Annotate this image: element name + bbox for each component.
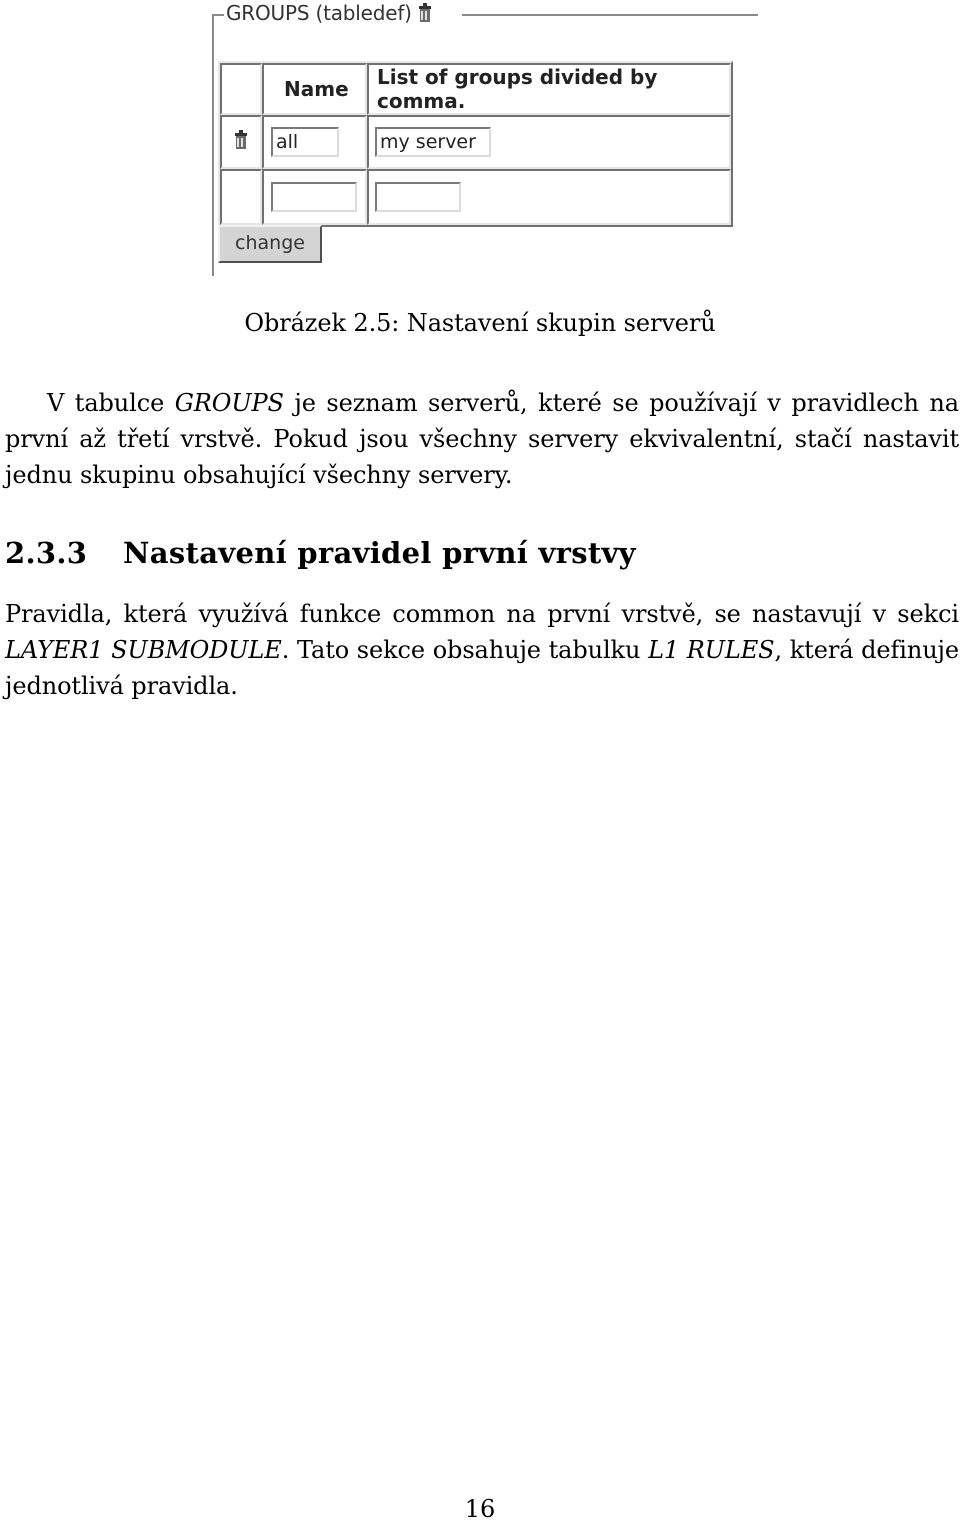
fieldset-border (212, 14, 224, 16)
text: V tabulce (47, 389, 175, 417)
rules-term: L1 RULES (648, 636, 775, 664)
header-groups-list: List of groups divided by comma. (367, 63, 731, 115)
empty-cell (220, 169, 262, 225)
page-number: 16 (464, 1495, 496, 1523)
groups-cell (367, 115, 731, 169)
submodule-term: LAYER1 SUBMODULE (5, 636, 282, 664)
name-cell (262, 115, 367, 169)
change-button[interactable]: change (218, 225, 322, 263)
paragraph-layer1 (5, 596, 959, 704)
delete-row-icon[interactable] (234, 130, 248, 150)
section-title: Nastavení pravidel první vrstvy (123, 536, 636, 570)
paragraph-groups (5, 385, 959, 493)
fieldset-border (462, 14, 758, 16)
name-input[interactable]: all (271, 127, 339, 157)
groups-form-screenshot (212, 0, 760, 278)
trash-icon[interactable] (418, 3, 432, 23)
table-row (220, 115, 731, 169)
header-name: Name (262, 63, 367, 115)
section-number: 2.3.3 (5, 536, 88, 570)
header-cell-empty (220, 63, 262, 115)
table-row (220, 169, 731, 225)
section-heading (5, 536, 636, 570)
groups-table (218, 61, 733, 227)
table-header-row (220, 63, 731, 115)
text: Pravidla, která využívá funkce common na první vrstvě, se nastavují v sekci (5, 600, 959, 628)
legend-label: GROUPS (tabledef) (226, 1, 412, 25)
figure-caption: Obrázek 2.5: Nastavení skupin serverů (244, 309, 716, 337)
delete-cell (220, 115, 262, 169)
text: je seznam serverů, které se používají v pravidlech na první až třetí vrstvě. Pokud jsou všechny servery ekvivalentní, stačí nastavit jednu skupinu obsahující všechny servery. (5, 389, 959, 489)
fieldset-border (212, 14, 214, 276)
fieldset-legend (226, 1, 432, 25)
text: . Tato sekce obsahuje tabulku (281, 636, 649, 664)
new-groups-input[interactable] (375, 182, 461, 212)
groups-input[interactable]: my server (375, 127, 491, 157)
name-cell (262, 169, 367, 225)
new-name-input[interactable] (271, 182, 357, 212)
groups-term: GROUPS (174, 389, 284, 417)
text: , která definuje jednotlivá pravidla. (5, 636, 959, 700)
groups-cell (367, 169, 731, 225)
